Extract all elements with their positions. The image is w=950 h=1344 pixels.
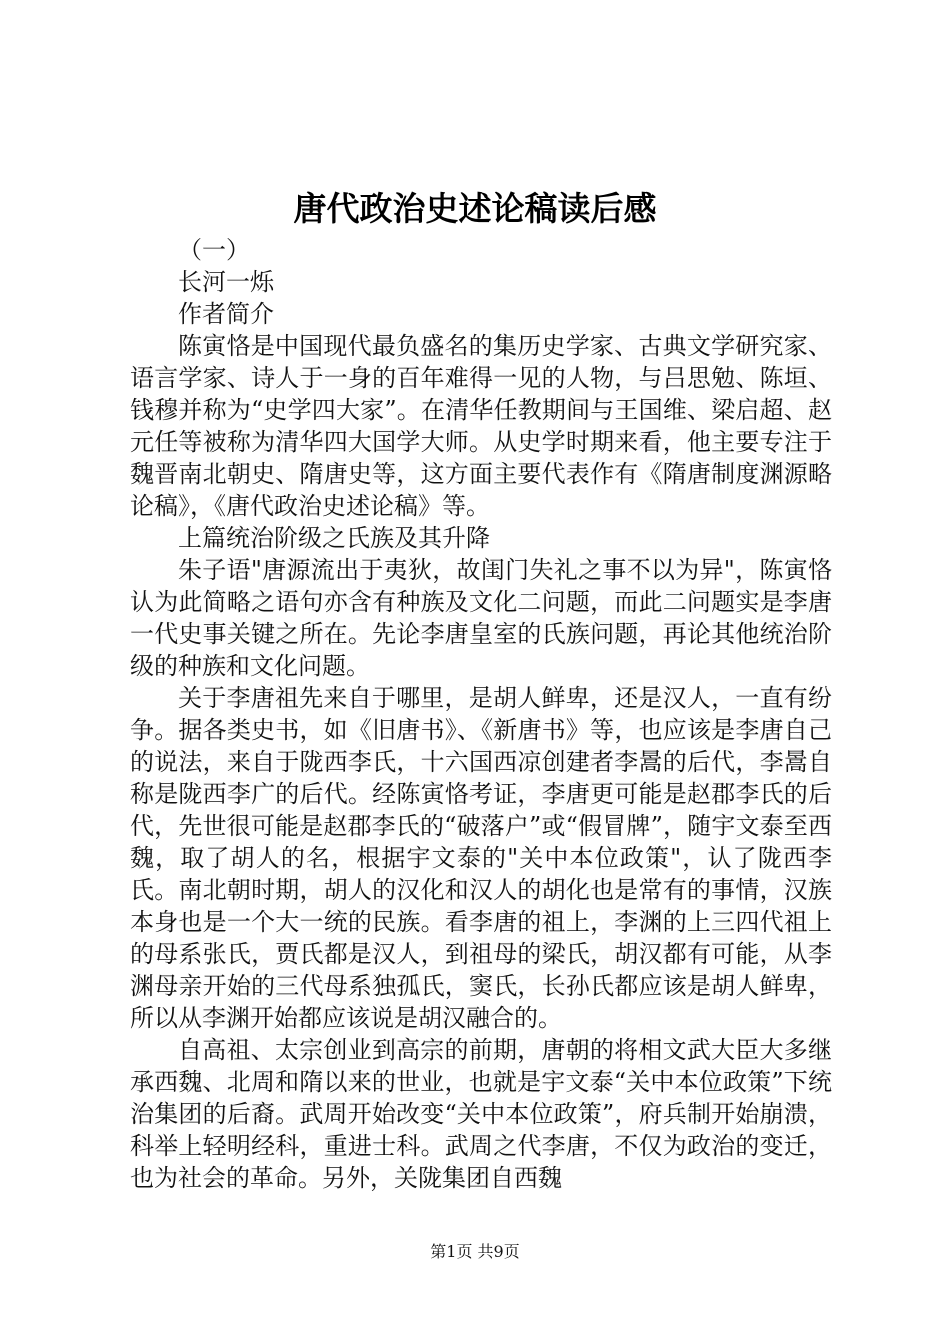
paragraph: 长河一烁: [178, 268, 274, 296]
paragraph: 朱子语"唐源流出于夷狄，故闺门失礼之事不以为异"，陈寅恪认为此简略之语句亦含有种族及文化二问题，而此二问题实是李唐一代史事关键之所在。先论李唐皇室的氏族问题，再论其他统治阶级的种族和文化问题。: [130, 556, 832, 680]
paragraph: 作者简介: [178, 300, 274, 328]
page-title: 唐代政治史述论稿读后感: [293, 189, 657, 228]
page-number-footer: 第1页 共9页: [430, 1242, 520, 1261]
document-body: [130, 234, 832, 1194]
paragraph: 上篇统治阶级之氏族及其升降: [178, 524, 490, 552]
paragraph: 关于李唐祖先来自于哪里，是胡人鲜卑，还是汉人，一直有纷争。据各类史书，如《旧唐书》、《新唐书》等，也应该是李唐自己的说法，来自于陇西李氏，十六国西凉创建者李暠的后代，李暠自称是陇西李广的后代。经陈寅恪考证，李唐更可能是赵郡李氏的后代，先世很可能是赵郡李氏的“破落户”或“假冒牌”，随宇文泰至西魏，取了胡人的名，根据宇文泰的"关中本位政策"，认了陇西李氏。南北朝时期，胡人的汉化和汉人的胡化也是常有的事情，汉族本身也是一个大一统的民族。看李唐的祖上，李渊的上三四代祖上的母系张氏，贾氏都是汉人，到祖母的梁氏，胡汉都有可能，从李渊母亲开始的三代母系独孤氏，窦氏，长孙氏都应该是胡人鲜卑，所以从李渊开始都应该说是胡汉融合的。: [130, 684, 832, 1032]
paragraph: 自高祖、太宗创业到高宗的前期，唐朝的将相文武大臣大多继承西魏、北周和隋以来的世业，也就是宇文泰“关中本位政策”下统治集团的后裔。武周开始改变“关中本位政策”，府兵制开始崩溃，科举上轻明经科，重进士科。武周之代李唐，不仅为政治的变迁，也为社会的革命。另外，关陇集团自西魏: [130, 1036, 832, 1192]
paragraph: 陈寅恪是中国现代最负盛名的集历史学家、古典文学研究家、语言学家、诗人于一身的百年难得一见的人物，与吕思勉、陈垣、钱穆并称为“史学四大家”。在清华任教期间与王国维、梁启超、赵元任等被称为清华四大国学大师。从史学时期来看，他主要专注于魏晋南北朝史、隋唐史等，这方面主要代表作有《隋唐制度渊源略论稿》，《唐代政治史述论稿》等。: [130, 332, 832, 520]
paragraph: （一）: [178, 236, 250, 264]
